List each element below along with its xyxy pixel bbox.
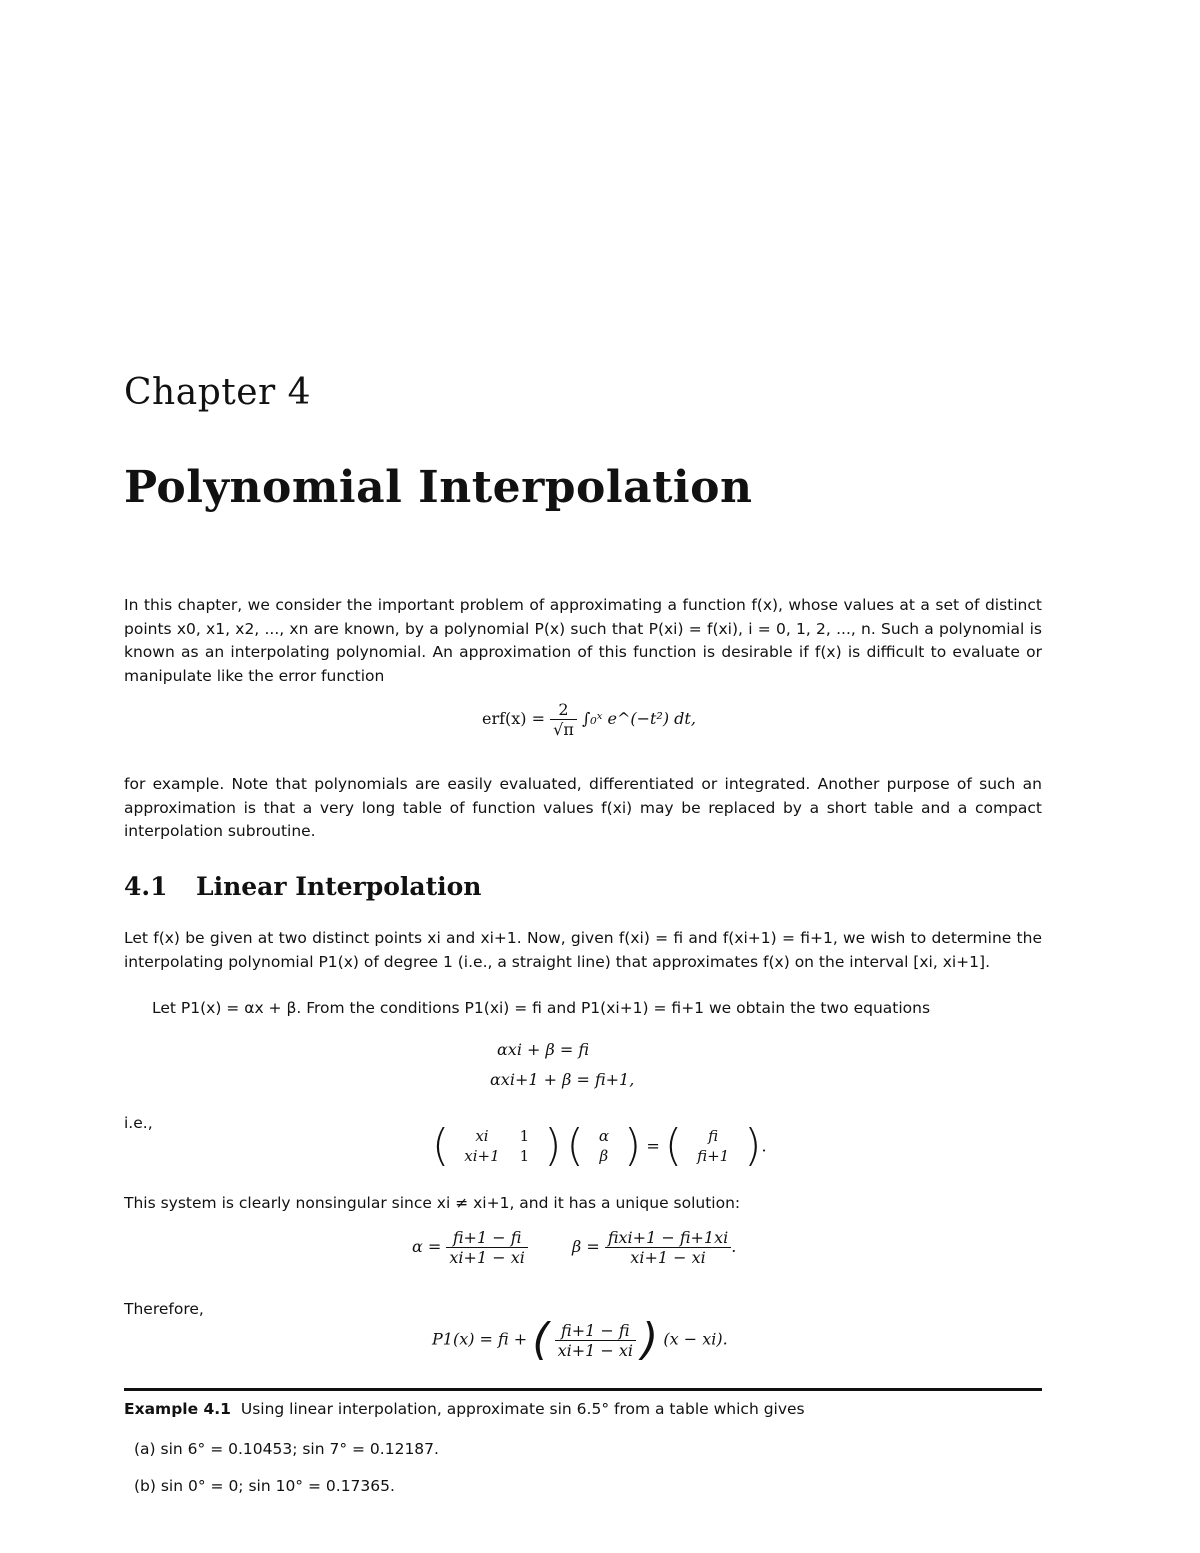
section-paragraph-2: Let P1(x) = αx + β. From the conditions P1(xi) = fi and P1(xi+1) = fi+1 we obtain the two equations xyxy=(152,999,931,1017)
interpolant-denominator: xi+1 − xi xyxy=(557,1340,634,1360)
erf-lhs: erf(x) = xyxy=(482,709,546,728)
matrix-cell: 1 xyxy=(519,1147,530,1165)
example-label: Example 4.1 xyxy=(124,1400,231,1418)
interpolant-numerator: fi+1 − fi xyxy=(555,1321,636,1341)
intro-paragraph: In this chapter, we consider the important problem of approximating a function f(x), whose values at a set of distinct points x0, x1, x2, ..., xn are known, by a polynomial P(x) such that P(xi) = f(xi), i = 0, 1, 2, ..., n. Such a polynomial is known as an interpolating polynomial. An approximation of this function is desirable if f(x) is difficult to evaluate or manipulate like the error function xyxy=(124,596,1042,685)
alpha-fraction xyxy=(446,1228,527,1267)
coefficient-matrix xyxy=(454,1126,539,1166)
equation-line-1: αxi + β = fi xyxy=(497,1040,590,1059)
vector-cell: α xyxy=(598,1127,609,1145)
erf-fraction xyxy=(550,700,577,739)
vector-cell: fi+1 xyxy=(697,1147,730,1165)
example-divider xyxy=(124,1388,1042,1391)
interpolant-formula: P1(x) = fi + ( $\frac{fi+1 - fi}{xi+1 - xi}$ ) (x − xi). xyxy=(432,1314,728,1365)
erf-equation xyxy=(482,700,696,739)
section-number: 4.1 xyxy=(124,872,168,901)
section-paragraph: Let f(x) be given at two distinct points xi and xi+1. Now, given f(xi) = fi and f(xi+1) = fi+1, we wish to determine the interpolating polynomial P1(x) of degree 1 (i.e., a straight line) that approximates f(x) on the interval [xi, xi+1]. xyxy=(124,929,1042,971)
ie-label: i.e., xyxy=(124,1114,153,1132)
matrix-equation: ( xi 1 xi+1 1 ) ( α β ) = ( fi fi+1 ). xyxy=(432,1120,767,1171)
rhs-vector xyxy=(687,1126,739,1166)
beta-numerator: fixi+1 − fi+1xi xyxy=(605,1228,731,1248)
interpolant-fraction xyxy=(555,1321,636,1360)
equation-line-2: αxi+1 + β = fi+1, xyxy=(490,1070,635,1089)
alpha-denominator: xi+1 − xi xyxy=(449,1248,525,1267)
unknown-vector xyxy=(589,1126,619,1166)
erf-integral: ∫₀ˣ e^(−t²) dt, xyxy=(581,709,696,728)
interpolant-lhs: P1(x) = fi + xyxy=(432,1329,528,1349)
section-heading xyxy=(124,872,481,901)
vector-cell: fi xyxy=(708,1127,719,1145)
beta-lhs: β = xyxy=(572,1237,600,1256)
therefore-label: Therefore, xyxy=(124,1300,204,1318)
matrix-cell: 1 xyxy=(519,1127,530,1145)
example-item-a: (a) sin 6° = 0.10453; sin 7° = 0.12187. xyxy=(134,1440,439,1458)
system-paragraph: This system is clearly nonsingular since xi ≠ xi+1, and it has a unique solution: xyxy=(124,1194,741,1212)
chapter-title: Polynomial Interpolation xyxy=(124,462,753,513)
erf-denominator: √π xyxy=(553,720,574,739)
example-item-b: (b) sin 0° = 0; sin 10° = 0.17365. xyxy=(134,1477,395,1495)
beta-denominator: xi+1 − xi xyxy=(630,1248,706,1267)
interpolant-tail: (x − xi). xyxy=(663,1329,728,1349)
matrix-cell: xi xyxy=(475,1127,489,1145)
alpha-numerator: fi+1 − fi xyxy=(446,1228,527,1248)
matrix-cell: xi+1 xyxy=(464,1147,500,1165)
example-statement xyxy=(124,1400,805,1418)
beta-solution: β = $\frac{\text{fixi+1 − fi+1xi}}{xi+1 - xi}$ . xyxy=(572,1228,737,1267)
alpha-lhs: α = xyxy=(412,1237,442,1256)
example-text: Using linear interpolation, approximate sin 6.5° from a table which gives xyxy=(240,1400,805,1418)
vector-cell: β xyxy=(599,1147,609,1165)
alpha-solution xyxy=(412,1228,528,1267)
erf-numerator: 2 xyxy=(550,700,577,720)
intro-paragraph-2: for example. Note that polynomials are easily evaluated, differentiated or integrated. Another purpose of such an approximation is that a very long table of function values f(xi) may be replaced by a short table and a compact interpolation subroutine. xyxy=(124,775,1042,840)
chapter-label: Chapter 4 xyxy=(124,372,312,413)
beta-fraction xyxy=(605,1228,731,1267)
section-title: Linear Interpolation xyxy=(196,872,482,901)
